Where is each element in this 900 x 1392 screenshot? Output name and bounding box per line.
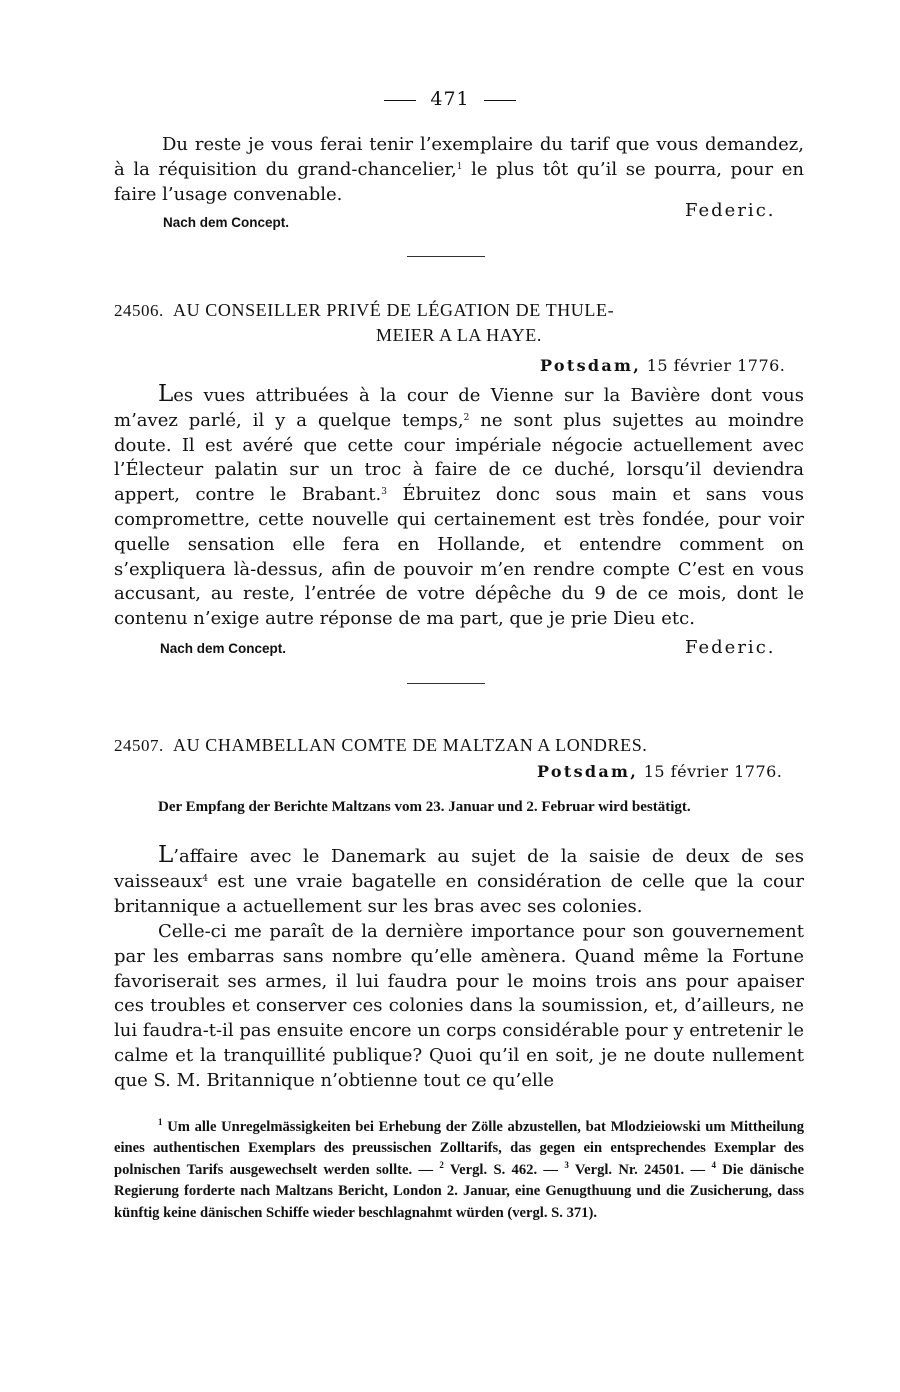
footnote-2-text: Vergl. S. 462. — xyxy=(443,1161,565,1178)
section-divider-1 xyxy=(407,256,485,257)
signature-24506: Federic. xyxy=(685,637,776,658)
letter-24506-body xyxy=(114,382,804,632)
footnote-1-text: Um alle Unregelmässigkeiten bei Erhebung der Zölle abzustellen, bat Mlodzieiowski um Mittheilung eines authentischen Exemplars des preussischen Zolltarifs, das gegen ein entsprechendes Exemplar des polnischen Tarifs ausgewechselt werden sollte. — xyxy=(114,1119,804,1178)
letter-24507-paragraph-2: Celle-ci me paraît de la dernière importance pour son gouvernement par les embarras sans nombre qu’elle amènera. Quand même la Fortune favoriserait ses armes, il lui faudra pour le moins trois ans pour apaiser ces troubles et conserver ces colonies dans la soumission, et, d’ailleurs, ne lui faudra-t-il pas ensuite encore un corps considérable pour y entretenir le calme et la tranquillité publique? Quoi qu’il en soit, je ne doute nullement que S. M. Britannique n’obtienne tout ce qu’elle xyxy=(114,921,804,1091)
letter-24506-date: 15 février 1776. xyxy=(646,356,786,375)
footnote-ref-4: 4 xyxy=(202,873,208,884)
footnote-4-text: Die dänische Regierung forderte nach Maltzans Bericht, London 2. Januar, eine Genugthuung und die Zusicherung, dass künftig keine dänischen Schiffe wieder beschlagnahmt würden (vergl. S. 371). xyxy=(114,1161,805,1221)
letter-24506-number: 24506. xyxy=(114,301,164,320)
page-number-dash-left xyxy=(384,100,416,101)
page-number xyxy=(0,88,900,110)
concept-note-intro: Nach dem Concept. xyxy=(163,215,290,230)
footnote-3-marker: 3 xyxy=(564,1159,569,1170)
letter-24507-heading-text: AU CHAMBELLAN COMTE DE MALTZAN A LONDRES. xyxy=(172,735,648,755)
letter-24507-para1-a: ’affaire avec le Danemark au sujet de la saisie de deux de ses vaisseaux xyxy=(114,846,804,892)
letter-24507-heading xyxy=(114,733,804,758)
letter-24507-regest: Der Empfang der Berichte Maltzans vom 23. Januar und 2. Februar wird bestätigt. xyxy=(158,799,691,815)
letter-24506-date-place: Potsdam, xyxy=(540,356,642,375)
footnote-ref-3: 3 xyxy=(381,487,387,498)
letter-24506-heading-line1: AU CONSEILLER PRIVÉ DE LÉGATION DE THULE- xyxy=(172,300,615,320)
letter-24506-dropcap: L xyxy=(158,381,174,407)
concept-note-24506: Nach dem Concept. xyxy=(160,641,287,656)
intro-text-2: le plus tôt qu’il se pourra, pour en faire l’usage convenable. xyxy=(114,158,804,205)
signature-intro: Federic. xyxy=(685,200,776,221)
footnote-3-text: Vergl. Nr. 24501. — xyxy=(568,1161,712,1178)
letter-24506-heading-line2: MEIER A LA HAYE. xyxy=(376,325,542,345)
letter-24506-heading xyxy=(114,298,804,347)
letter-24506-dateline xyxy=(540,356,785,375)
letter-24507-para1-b: est une vraie bagatelle en considération de celle que la cour britannique a actuellement sur les bras avec ses colonies. xyxy=(114,870,804,917)
letter-24507-dropcap: L xyxy=(158,842,174,868)
letter-24506-body-2: ne sont plus sujettes au moindre doute. Il est avéré que cette cour impériale négocie actuellement avec l’Électeur palatin sur un troc à faire de ce duché, lorsqu’il deviendra appert, contre le Brabant. xyxy=(114,409,804,506)
page-number-text: 471 xyxy=(430,88,470,110)
intro-paragraph xyxy=(114,133,804,207)
footnote-ref-1: 1 xyxy=(456,161,463,172)
footnote-ref-2: 2 xyxy=(463,412,470,423)
letter-24506-body-1: es vues attribuées à la cour de Vienne sur la Bavière dont vous m’avez parlé, il y a quelque temps, xyxy=(114,385,804,431)
page-number-dash-right xyxy=(484,100,516,101)
section-divider-2 xyxy=(407,683,485,684)
footnote-1-marker: 1 xyxy=(158,1117,163,1127)
letter-24507-number: 24507. xyxy=(114,736,164,755)
letter-24506-body-3: Ébruitez donc sous main et sans vous compromettre, cette nouvelle qui certainement est très fondée, pour voir quelle sensation elle fera en Hollande, et entendre comment on s’expliquera là-dessus, afin de pouvoir m’en rendre compte C’est en vous accusant, au reste, l’entrée de votre dépêche du 9 de ce mois, dont le contenu n’exige autre réponse de ma part, que je prie Dieu etc. xyxy=(114,484,804,630)
footnote-2-marker: 2 xyxy=(439,1159,444,1170)
footnote-4-marker: 4 xyxy=(711,1159,716,1170)
letter-24507-dateline xyxy=(537,762,782,781)
letter-24507-date: 15 février 1776. xyxy=(643,762,783,781)
footnotes xyxy=(114,1117,804,1224)
letter-24507-date-place: Potsdam, xyxy=(537,762,639,781)
letter-24507-paragraph-1 xyxy=(114,843,804,919)
intro-text-1: Du reste je vous ferai tenir l’exemplaire du tarif que vous demandez, à la réquisition du grand-chancelier, xyxy=(114,134,804,180)
